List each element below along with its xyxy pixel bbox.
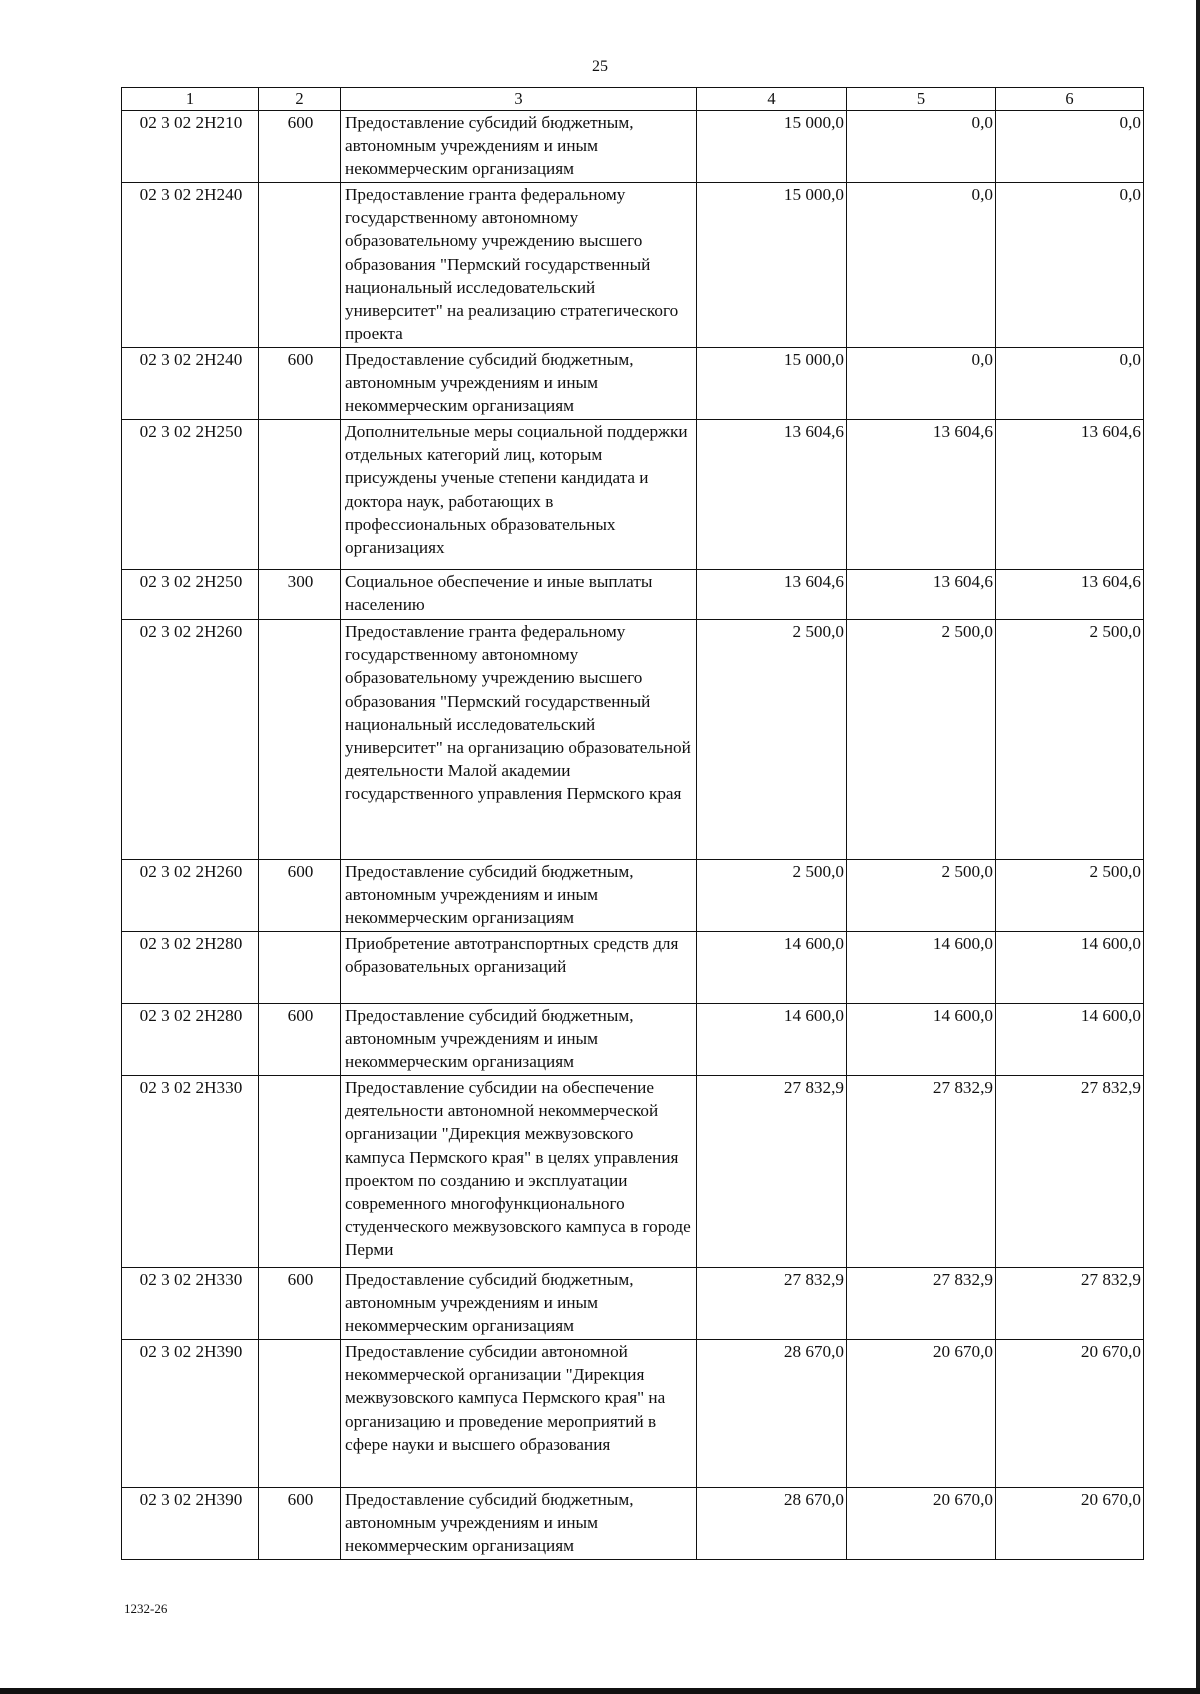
cell-amount-col4: 15 000,0 <box>697 183 847 348</box>
cell-target-code: 02 3 02 2Н280 <box>122 932 259 1004</box>
table-row <box>122 860 1144 932</box>
table-row <box>122 620 1144 860</box>
cell-item-name: Дополнительные меры социальной поддержки отдельных категорий лиц, которым присуждены ученые степени кандидата и доктора наук, работающих в профессиональных образовательных организациях <box>341 420 697 570</box>
cell-expense-type: 300 <box>259 570 341 620</box>
cell-amount-col4: 14 600,0 <box>697 1004 847 1076</box>
cell-amount-col6: 0,0 <box>996 348 1144 420</box>
table-row <box>122 183 1144 348</box>
cell-item-name: Предоставление субсидий бюджетным, автономным учреждениям и иным некоммерческим организациям <box>341 860 697 932</box>
cell-expense-type: 600 <box>259 860 341 932</box>
table-row <box>122 111 1144 183</box>
scan-edge-right <box>1196 0 1200 1694</box>
cell-amount-col6: 13 604,6 <box>996 570 1144 620</box>
cell-expense-type: 600 <box>259 1488 341 1560</box>
cell-item-name: Предоставление субсидии на обеспечение деятельности автономной некоммерческой организации "Дирекция межвузовского кампуса Пермского края" в целях управления проектом по созданию и эксплуатации современного многофункционального студенческого межвузовского кампуса в городе Перми <box>341 1076 697 1268</box>
cell-target-code: 02 3 02 2Н260 <box>122 860 259 932</box>
cell-target-code: 02 3 02 2Н330 <box>122 1076 259 1268</box>
cell-amount-col4: 27 832,9 <box>697 1268 847 1340</box>
cell-amount-col4: 15 000,0 <box>697 111 847 183</box>
table-row <box>122 420 1144 570</box>
table-body <box>122 111 1144 1560</box>
cell-amount-col5: 14 600,0 <box>847 932 996 1004</box>
cell-amount-col5: 0,0 <box>847 348 996 420</box>
cell-target-code: 02 3 02 2Н240 <box>122 348 259 420</box>
cell-expense-type <box>259 932 341 1004</box>
cell-amount-col6: 27 832,9 <box>996 1268 1144 1340</box>
cell-amount-col6: 20 670,0 <box>996 1488 1144 1560</box>
table-row <box>122 1340 1144 1488</box>
cell-amount-col4: 15 000,0 <box>697 348 847 420</box>
cell-item-name: Предоставление субсидий бюджетным, автономным учреждениям и иным некоммерческим организациям <box>341 1488 697 1560</box>
column-header-2: 2 <box>259 88 341 111</box>
cell-amount-col6: 27 832,9 <box>996 1076 1144 1268</box>
cell-amount-col5: 13 604,6 <box>847 420 996 570</box>
page-number: 25 <box>592 58 608 75</box>
cell-item-name: Предоставление субсидий бюджетным, автономным учреждениям и иным некоммерческим организациям <box>341 1268 697 1340</box>
column-header-5: 5 <box>847 88 996 111</box>
column-header-1: 1 <box>122 88 259 111</box>
cell-amount-col6: 0,0 <box>996 111 1144 183</box>
cell-item-name: Приобретение автотранспортных средств для образовательных организаций <box>341 932 697 1004</box>
cell-expense-type: 600 <box>259 1268 341 1340</box>
column-header-6: 6 <box>996 88 1144 111</box>
cell-amount-col5: 2 500,0 <box>847 860 996 932</box>
cell-target-code: 02 3 02 2Н240 <box>122 183 259 348</box>
table-row <box>122 348 1144 420</box>
cell-target-code: 02 3 02 2Н390 <box>122 1340 259 1488</box>
cell-item-name: Предоставление субсидий бюджетным, автономным учреждениям и иным некоммерческим организациям <box>341 348 697 420</box>
cell-amount-col5: 20 670,0 <box>847 1488 996 1560</box>
cell-expense-type: 600 <box>259 348 341 420</box>
cell-target-code: 02 3 02 2Н250 <box>122 570 259 620</box>
table-row <box>122 1268 1144 1340</box>
cell-target-code: 02 3 02 2Н390 <box>122 1488 259 1560</box>
cell-expense-type <box>259 183 341 348</box>
cell-expense-type: 600 <box>259 111 341 183</box>
footer-document-code: 1232-26 <box>124 1601 168 1616</box>
cell-amount-col4: 2 500,0 <box>697 620 847 860</box>
cell-expense-type <box>259 1340 341 1488</box>
cell-amount-col6: 2 500,0 <box>996 620 1144 860</box>
cell-expense-type <box>259 420 341 570</box>
cell-amount-col5: 27 832,9 <box>847 1268 996 1340</box>
cell-amount-col4: 27 832,9 <box>697 1076 847 1268</box>
cell-item-name: Предоставление субсидии автономной некоммерческой организации "Дирекция межвузовского кампуса Пермского края" на организацию и проведение мероприятий в сфере науки и высшего образования <box>341 1340 697 1488</box>
cell-amount-col4: 13 604,6 <box>697 420 847 570</box>
column-header-3: 3 <box>341 88 697 111</box>
cell-target-code: 02 3 02 2Н250 <box>122 420 259 570</box>
cell-target-code: 02 3 02 2Н330 <box>122 1268 259 1340</box>
table-row <box>122 932 1144 1004</box>
cell-amount-col5: 27 832,9 <box>847 1076 996 1268</box>
cell-amount-col4: 14 600,0 <box>697 932 847 1004</box>
cell-amount-col5: 13 604,6 <box>847 570 996 620</box>
cell-expense-type: 600 <box>259 1004 341 1076</box>
table-row <box>122 570 1144 620</box>
cell-amount-col6: 2 500,0 <box>996 860 1144 932</box>
cell-target-code: 02 3 02 2Н280 <box>122 1004 259 1076</box>
cell-item-name: Социальное обеспечение и иные выплаты населению <box>341 570 697 620</box>
table-row <box>122 1488 1144 1560</box>
cell-item-name: Предоставление субсидий бюджетным, автономным учреждениям и иным некоммерческим организациям <box>341 111 697 183</box>
cell-target-code: 02 3 02 2Н210 <box>122 111 259 183</box>
cell-item-name: Предоставление гранта федеральному государственному автономному образовательному учреждению высшего образования "Пермский государственный национальный исследовательский университет" на реализацию стратегического проекта <box>341 183 697 348</box>
cell-amount-col5: 20 670,0 <box>847 1340 996 1488</box>
cell-amount-col6: 20 670,0 <box>996 1340 1144 1488</box>
cell-amount-col4: 28 670,0 <box>697 1340 847 1488</box>
cell-amount-col6: 14 600,0 <box>996 932 1144 1004</box>
table-row <box>122 1004 1144 1076</box>
column-header-4: 4 <box>697 88 847 111</box>
cell-expense-type <box>259 620 341 860</box>
cell-expense-type <box>259 1076 341 1268</box>
cell-item-name: Предоставление субсидий бюджетным, автономным учреждениям и иным некоммерческим организациям <box>341 1004 697 1076</box>
cell-item-name: Предоставление гранта федеральному государственному автономному образовательному учреждению высшего образования "Пермский государственный национальный исследовательский университет" на организацию образовательной деятельности Малой академии государственного управления Пермского края <box>341 620 697 860</box>
cell-target-code: 02 3 02 2Н260 <box>122 620 259 860</box>
table-row <box>122 1076 1144 1268</box>
scan-edge-bottom <box>0 1688 1200 1694</box>
cell-amount-col4: 2 500,0 <box>697 860 847 932</box>
cell-amount-col4: 13 604,6 <box>697 570 847 620</box>
cell-amount-col6: 14 600,0 <box>996 1004 1144 1076</box>
cell-amount-col5: 2 500,0 <box>847 620 996 860</box>
cell-amount-col6: 13 604,6 <box>996 420 1144 570</box>
cell-amount-col5: 14 600,0 <box>847 1004 996 1076</box>
cell-amount-col5: 0,0 <box>847 183 996 348</box>
budget-table <box>121 87 1144 1560</box>
table-header-row <box>122 88 1144 111</box>
cell-amount-col6: 0,0 <box>996 183 1144 348</box>
cell-amount-col5: 0,0 <box>847 111 996 183</box>
cell-amount-col4: 28 670,0 <box>697 1488 847 1560</box>
